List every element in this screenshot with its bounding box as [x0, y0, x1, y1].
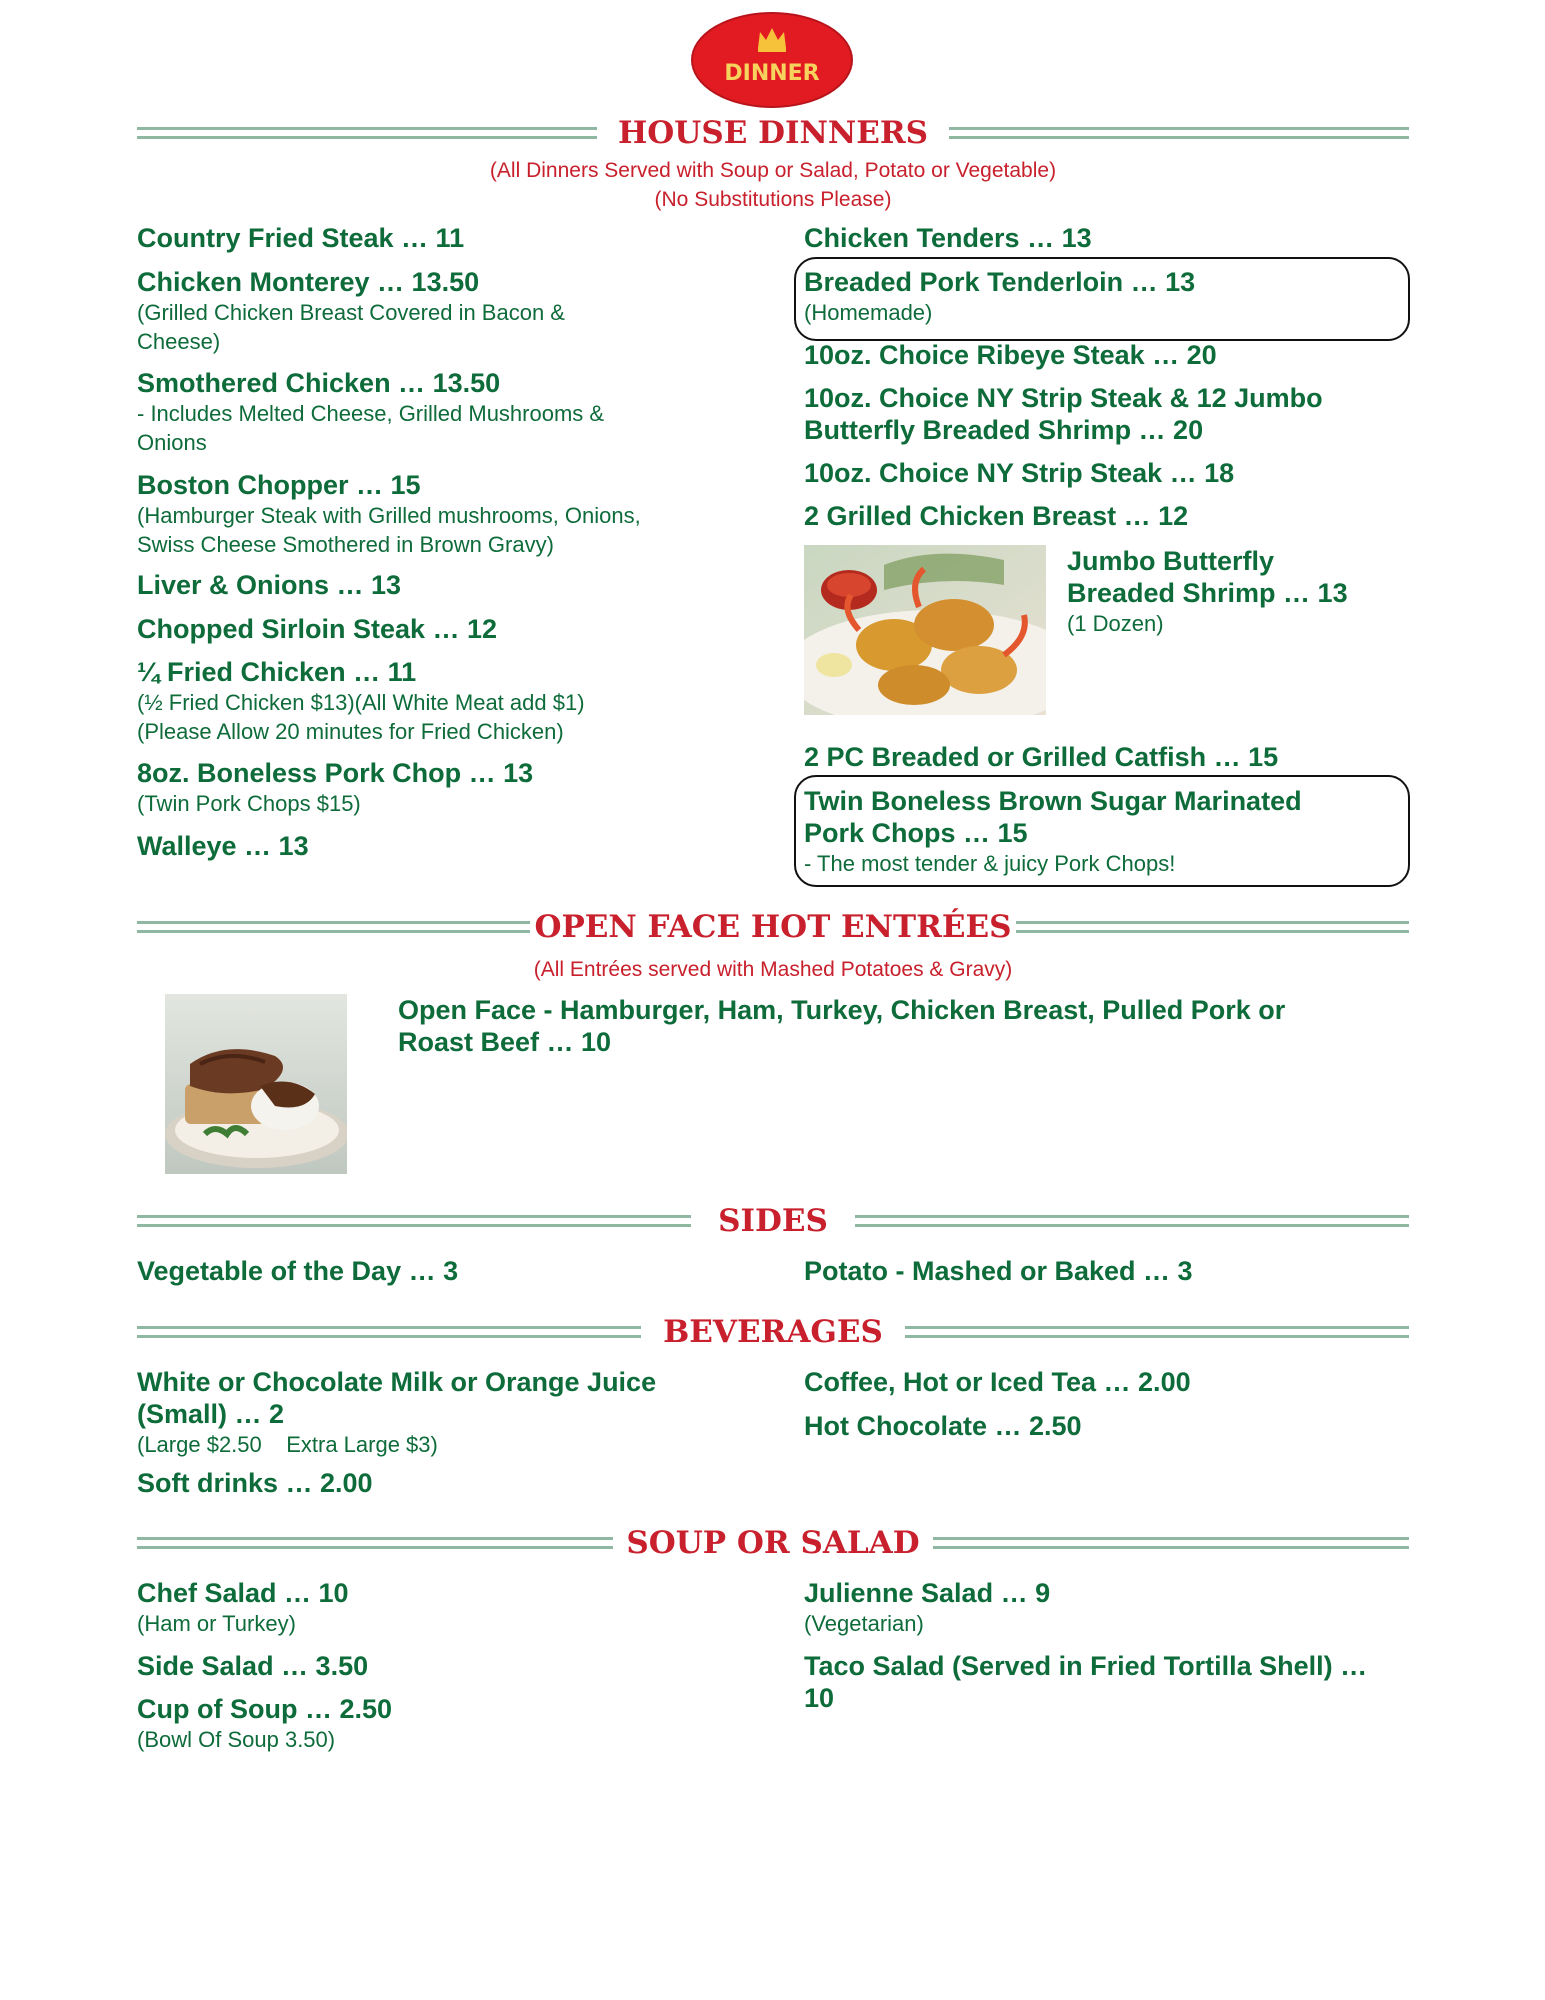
section-title: HOUSE DINNERS	[618, 115, 928, 151]
item-name: Soft drinks … 2.00	[137, 1468, 373, 1498]
menu-item	[804, 266, 1195, 327]
item-desc: (Large $2.50 Extra Large $3)	[137, 1432, 438, 1457]
menu-item	[804, 457, 1234, 489]
item-name: Jumbo Butterfly	[1067, 546, 1275, 576]
item-name: 10oz. Choice NY Strip Steak … 18	[804, 458, 1235, 488]
item-name: Chicken Tenders … 13	[804, 223, 1092, 253]
item-name: 10oz. Choice Ribeye Steak … 20	[804, 340, 1217, 370]
menu-item	[1067, 545, 1348, 638]
menu-item	[804, 741, 1278, 773]
menu-item	[137, 222, 464, 254]
item-name: Twin Boneless Brown Sugar Marinated	[804, 786, 1302, 816]
item-name: Roast Beef … 10	[398, 1027, 612, 1057]
item-name: Boston Chopper … 15	[137, 470, 421, 500]
item-desc: Swiss Cheese Smothered in Brown Gravy)	[137, 532, 554, 557]
item-desc: (Grilled Chicken Breast Covered in Bacon &	[137, 300, 565, 325]
menu-item	[137, 569, 401, 601]
item-desc: - The most tender & juicy Pork Chops!	[804, 851, 1176, 876]
item-desc: (Ham or Turkey)	[137, 1611, 296, 1636]
sides-header	[137, 1201, 1409, 1245]
menu-item	[804, 785, 1302, 878]
item-name: Taco Salad (Served in Fried Tortilla Shell) …	[804, 1651, 1368, 1681]
item-name: Smothered Chicken … 13.50	[137, 368, 501, 398]
item-name: 10	[804, 1683, 835, 1713]
section-title: BEVERAGES	[663, 1314, 883, 1350]
item-desc: Cheese)	[137, 329, 221, 354]
item-desc: (1 Dozen)	[1067, 611, 1164, 636]
item-desc: (½ Fried Chicken $13)(All White Meat add $1)	[137, 690, 585, 715]
item-name: Chef Salad … 10	[137, 1578, 349, 1608]
item-name: Country Fried Steak … 11	[137, 223, 465, 253]
menu-item	[804, 1577, 1050, 1638]
item-name: 2 PC Breaded or Grilled Catfish … 15	[804, 742, 1279, 772]
menu-item	[804, 1410, 1082, 1442]
open-face-photo	[165, 994, 347, 1174]
menu-item	[137, 1693, 392, 1754]
item-name: 2 Grilled Chicken Breast … 12	[804, 501, 1189, 531]
menu-item	[137, 613, 497, 645]
menu-item	[137, 469, 641, 559]
item-name: Potato - Mashed or Baked … 3	[804, 1256, 1193, 1286]
item-desc: Onions	[137, 430, 207, 455]
item-name: ¼ Fried Chicken … 11	[137, 657, 417, 687]
item-name: Breaded Pork Tenderloin … 13	[804, 267, 1196, 297]
item-name: Walleye … 13	[137, 831, 309, 861]
menu-item	[137, 1577, 349, 1638]
item-name: Chicken Monterey … 13.50	[137, 267, 480, 297]
house-dinners-note: (No Substitutions Please)	[654, 188, 892, 211]
item-name: Hot Chocolate … 2.50	[804, 1411, 1082, 1441]
house-dinners-note: (All Dinners Served with Soup or Salad, Potato or Vegetable)	[489, 159, 1057, 182]
item-name: Julienne Salad … 9	[804, 1578, 1051, 1608]
menu-item	[804, 1255, 1193, 1287]
item-name: Breaded Shrimp … 13	[1067, 578, 1348, 608]
menu-item	[137, 266, 565, 356]
item-name: White or Chocolate Milk or Orange Juice	[137, 1367, 657, 1397]
shrimp-photo	[804, 545, 1046, 715]
soup-salad-header	[137, 1523, 1409, 1567]
badge-label: DINNER	[724, 61, 820, 86]
beverages-header	[137, 1312, 1409, 1356]
menu-item	[137, 367, 604, 457]
item-desc: (Homemade)	[804, 300, 933, 325]
house-dinners-header	[137, 113, 1409, 157]
item-name: Butterfly Breaded Shrimp … 20	[804, 415, 1204, 445]
item-name: Pork Chops … 15	[804, 818, 1028, 848]
menu-item	[137, 656, 585, 746]
section-title: OPEN FACE HOT ENTRÉES	[534, 909, 1012, 945]
section-title: SOUP OR SALAD	[626, 1525, 920, 1561]
menu-item	[137, 1366, 656, 1459]
item-name: Vegetable of the Day … 3	[137, 1256, 459, 1286]
item-desc: (Please Allow 20 minutes for Fried Chicken)	[137, 719, 564, 744]
menu-item	[137, 757, 533, 818]
section-title: SIDES	[718, 1203, 828, 1239]
item-desc: - Includes Melted Cheese, Grilled Mushrooms &	[137, 401, 605, 426]
menu-item	[398, 994, 1285, 1058]
item-name: (Small) … 2	[137, 1399, 285, 1429]
menu-item	[137, 1255, 458, 1287]
item-name: Coffee, Hot or Iced Tea … 2.00	[804, 1367, 1191, 1397]
menu-item	[137, 1650, 368, 1682]
menu-item	[804, 1650, 1367, 1714]
menu-item	[137, 1467, 373, 1499]
item-desc: (Twin Pork Chops $15)	[137, 791, 361, 816]
open-face-note: (All Entrées served with Mashed Potatoes & Gravy)	[533, 958, 1013, 981]
menu-item	[804, 222, 1092, 254]
menu-item	[804, 500, 1188, 532]
item-name: 8oz. Boneless Pork Chop … 13	[137, 758, 534, 788]
item-name: Chopped Sirloin Steak … 12	[137, 614, 498, 644]
item-desc: (Bowl Of Soup 3.50)	[137, 1727, 336, 1752]
menu-item	[804, 339, 1217, 371]
menu-item	[804, 382, 1323, 446]
dinner-badge	[690, 10, 854, 110]
item-name: Liver & Onions … 13	[137, 570, 402, 600]
item-desc: (Hamburger Steak with Grilled mushrooms, Onions,	[137, 503, 641, 528]
item-desc: (Vegetarian)	[804, 1611, 924, 1636]
menu-item	[804, 1366, 1191, 1398]
item-name: Open Face - Hamburger, Ham, Turkey, Chicken Breast, Pulled Pork or	[398, 995, 1286, 1025]
item-name: Side Salad … 3.50	[137, 1651, 369, 1681]
item-name: Cup of Soup … 2.50	[137, 1694, 393, 1724]
item-name: 10oz. Choice NY Strip Steak & 12 Jumbo	[804, 383, 1323, 413]
menu-item	[137, 830, 309, 862]
open-face-header	[137, 907, 1409, 951]
